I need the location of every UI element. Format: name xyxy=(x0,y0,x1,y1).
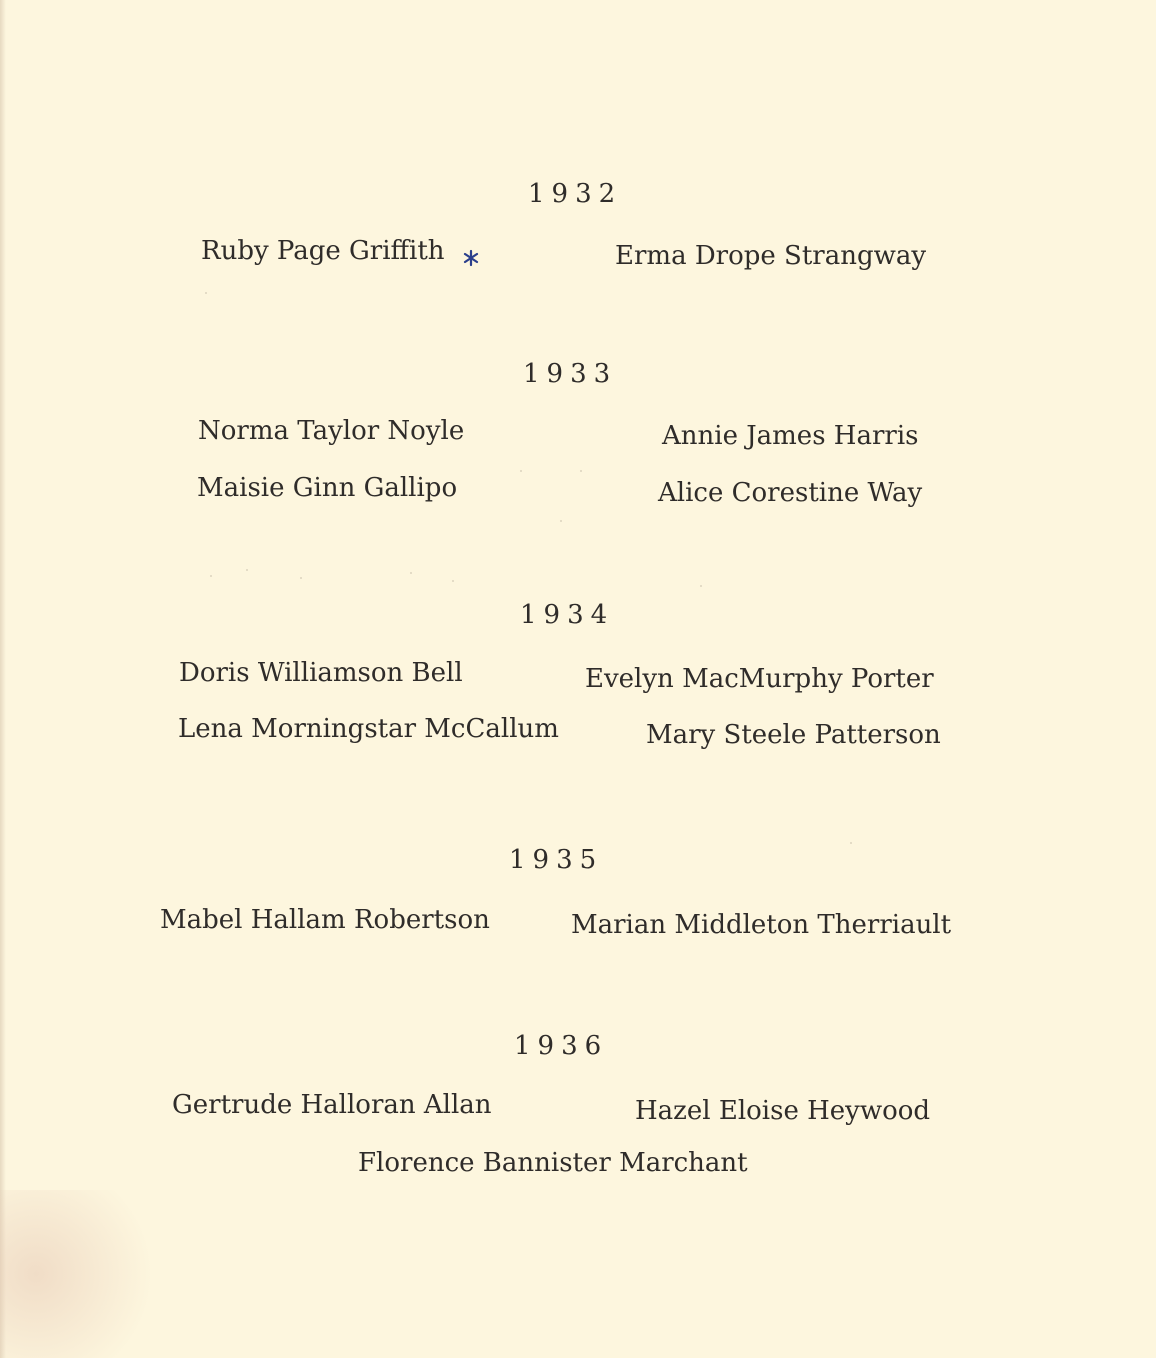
name-alice-corestine-way: Alice Corestine Way xyxy=(658,478,923,508)
paper-speck xyxy=(520,470,522,472)
paper-speck xyxy=(410,572,412,574)
paper-speck xyxy=(700,585,702,587)
name-marian-middleton-therriault: Marian Middleton Therriault xyxy=(571,910,952,940)
paper-speck xyxy=(205,292,207,294)
paper-speck xyxy=(580,470,582,472)
name-hazel-eloise-heywood: Hazel Eloise Heywood xyxy=(635,1096,931,1126)
year-heading-1935: 1935 xyxy=(509,845,604,875)
name-annie-james-harris: Annie James Harris xyxy=(662,421,919,451)
name-lena-morningstar-mccallum: Lena Morningstar McCallum xyxy=(178,714,559,744)
name-evelyn-macmurphy-porter: Evelyn MacMurphy Porter xyxy=(585,664,934,694)
paper-speck xyxy=(560,520,562,522)
paper-speck xyxy=(246,569,248,571)
year-heading-1934: 1934 xyxy=(520,600,615,630)
paper-speck xyxy=(452,580,454,582)
name-doris-williamson-bell: Doris Williamson Bell xyxy=(179,658,463,688)
name-erma-drope-strangway: Erma Drope Strangway xyxy=(615,241,927,271)
year-heading-1933: 1933 xyxy=(523,359,618,389)
asterisk-mark-icon xyxy=(462,249,480,267)
paper-stain xyxy=(0,1190,180,1358)
year-heading-1936: 1936 xyxy=(514,1031,609,1061)
year-heading-1932: 1932 xyxy=(528,179,623,209)
name-gertrude-halloran-allan: Gertrude Halloran Allan xyxy=(172,1090,492,1120)
paper-speck xyxy=(850,842,852,844)
paper-speck xyxy=(300,577,302,579)
name-florence-bannister-marchant: Florence Bannister Marchant xyxy=(358,1148,748,1178)
paper-edge-shadow xyxy=(0,0,6,1358)
name-maisie-ginn-gallipo: Maisie Ginn Gallipo xyxy=(197,473,458,503)
name-ruby-page-griffith: Ruby Page Griffith xyxy=(201,236,445,266)
name-mabel-hallam-robertson: Mabel Hallam Robertson xyxy=(160,905,490,935)
name-mary-steele-patterson: Mary Steele Patterson xyxy=(646,720,941,750)
paper-speck xyxy=(210,575,212,577)
name-norma-taylor-noyle: Norma Taylor Noyle xyxy=(198,416,465,446)
